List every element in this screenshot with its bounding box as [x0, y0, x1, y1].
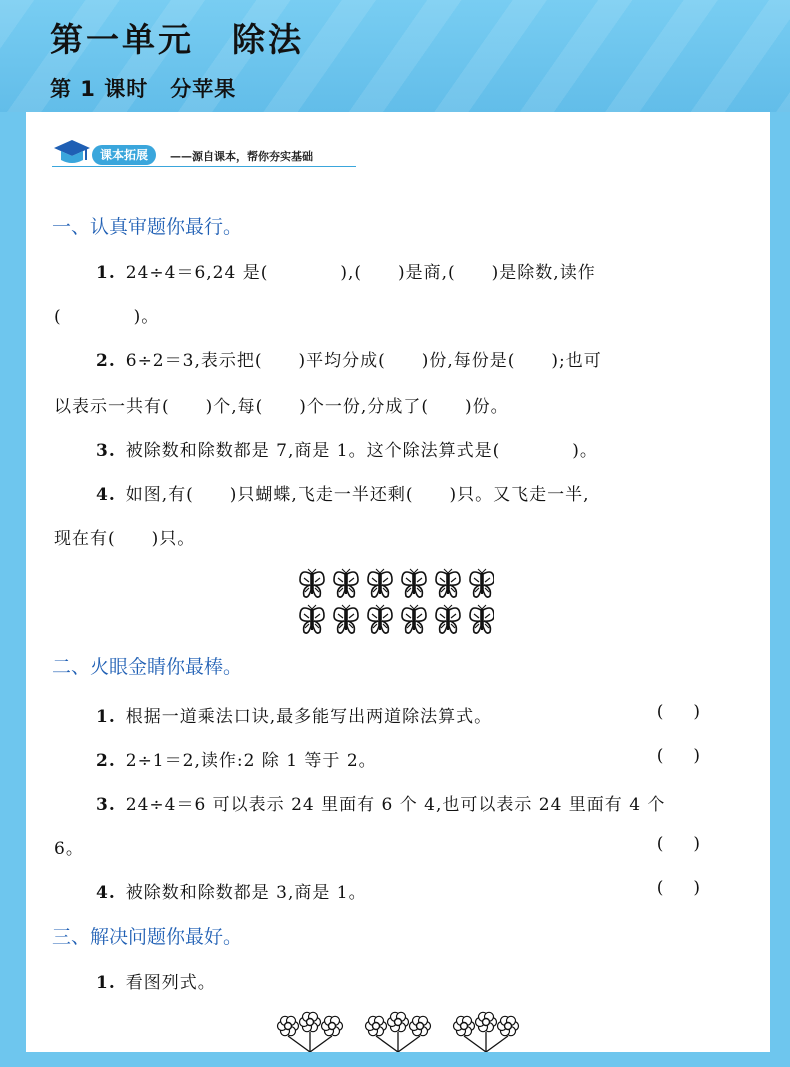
unit-title	[50, 14, 304, 61]
unit-label: 第一单元	[50, 20, 194, 59]
lesson-number: 第 1 课时	[50, 77, 149, 101]
answer-blank[interactable]: ()	[656, 702, 730, 722]
s3-q1	[96, 968, 216, 993]
butterfly-icons	[294, 566, 494, 638]
badge-label: 课本拓展	[92, 145, 156, 165]
s1-q1-line1	[96, 258, 596, 283]
butterfly-icon	[368, 569, 392, 597]
question-text: 根据一道乘法口诀,最多能写出两道除法算式。	[125, 707, 493, 727]
section-badge	[52, 140, 356, 166]
butterfly-icon	[300, 605, 324, 633]
section1-heading: 一、认真审题你最行。	[52, 216, 243, 238]
s1-q2-line1	[96, 346, 602, 371]
question-text: 6÷2＝3,表示把( )平均分成( )份,每份是( );也可	[125, 351, 602, 371]
s1-q1-line2: ( )。	[54, 307, 160, 327]
butterfly-icon	[470, 569, 494, 597]
question-number: 1.	[96, 263, 116, 283]
question-text: 如图,有( )只蝴蝶,飞走一半还剩( )只。又飞走一半,	[125, 485, 590, 505]
s1-q2-line2: 以表示一共有( )个,每( )个一份,分成了( )份。	[54, 397, 509, 417]
answer-blank[interactable]: ()	[656, 834, 730, 854]
question-text: 被除数和除数都是 3,商是 1。	[125, 883, 367, 903]
question-number: 2.	[96, 351, 116, 371]
badge-underline	[52, 166, 356, 167]
s1-q3	[96, 436, 598, 461]
butterfly-icon	[300, 569, 324, 597]
question-number: 3.	[96, 795, 116, 815]
answer-blank[interactable]: ()	[656, 878, 730, 898]
graduation-cap-icon	[52, 136, 92, 168]
worksheet-page	[26, 112, 770, 1052]
s2-q2	[96, 746, 377, 771]
butterfly-icon	[334, 605, 358, 633]
s2-q4	[96, 878, 367, 903]
s2-q3-line2: 6。	[54, 839, 84, 859]
question-text: 2÷1＝2,读作:2 除 1 等于 2。	[125, 751, 377, 771]
question-number: 1.	[96, 973, 116, 993]
butterfly-icon	[402, 605, 426, 633]
question-text: 被除数和除数都是 7,商是 1。这个除法算式是( )。	[125, 441, 598, 461]
lesson-title	[50, 73, 236, 103]
flower-icons	[274, 1008, 524, 1052]
question-number: 2.	[96, 751, 116, 771]
butterfly-icon	[334, 569, 358, 597]
section3-heading: 三、解决问题你最好。	[52, 926, 243, 948]
butterfly-icon	[470, 605, 494, 633]
s2-q1	[96, 702, 492, 727]
butterfly-icon	[402, 569, 426, 597]
butterfly-icon	[368, 605, 392, 633]
s1-q4-line2: 现在有( )只。	[54, 529, 196, 549]
answer-blank[interactable]: ()	[656, 746, 730, 766]
question-number: 4.	[96, 883, 116, 903]
header-band	[0, 0, 790, 112]
question-number: 4.	[96, 485, 116, 505]
butterfly-icon	[436, 569, 460, 597]
question-number: 3.	[96, 441, 116, 461]
flower-illustration	[274, 1008, 524, 1056]
unit-topic: 除法	[232, 20, 304, 59]
question-text: 24÷4＝6,24 是( ),( )是商,( )是除数,读作	[125, 263, 596, 283]
lesson-name: 分苹果	[170, 77, 237, 101]
question-text: 24÷4＝6 可以表示 24 里面有 6 个 4,也可以表示 24 里面有 4 个	[125, 795, 666, 815]
s1-q4-line1	[96, 480, 590, 505]
section2-heading: 二、火眼金睛你最棒。	[52, 656, 243, 678]
s2-q3-line1	[96, 790, 665, 815]
question-text: 看图列式。	[125, 973, 216, 993]
butterfly-illustration	[294, 566, 494, 642]
badge-tagline: ——源自课本，帮你夯实基础	[170, 150, 313, 163]
butterfly-icon	[436, 605, 460, 633]
question-number: 1.	[96, 707, 116, 727]
